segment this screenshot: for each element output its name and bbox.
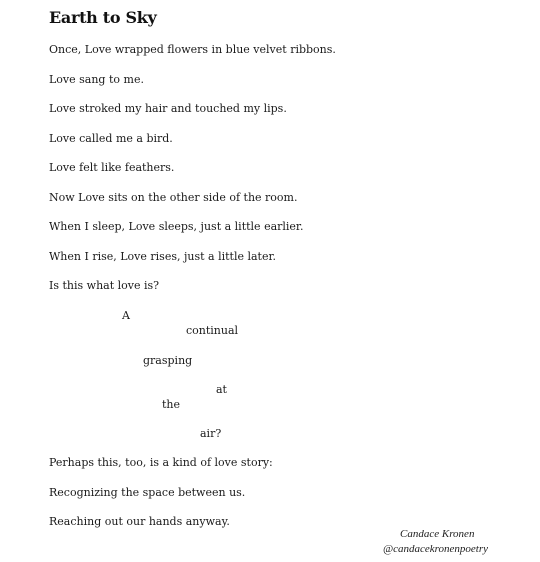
poem-line: Perhaps this, too, is a kind of love story: [49,456,273,469]
scattered-word: continual [186,324,239,337]
scattered-word: at [216,383,227,396]
author-handle: @candacekronenpoetry [383,543,489,555]
poem-line: Once, Love wrapped flowers in blue velvet ribbons. [49,43,336,56]
poem-line: When I rise, Love rises, just a little later. [49,250,277,263]
poem-title: Earth to Sky [49,8,157,27]
poem-line: Now Love sits on the other side of the room. [49,191,298,204]
poem-line: Love felt like feathers. [49,161,175,174]
poem-line: Reaching out our hands anyway. [49,515,230,528]
poem-line: Love called me a bird. [49,132,173,145]
scattered-word: A [122,309,130,322]
poem-line: Love sang to me. [49,73,144,86]
poem-line: Recognizing the space between us. [49,486,246,499]
poem-line: Love stroked my hair and touched my lips. [49,102,287,115]
author-name: Candace Kronen [400,528,475,540]
scattered-word: grasping [143,354,193,367]
scattered-word: the [162,398,181,411]
scattered-word: air? [200,427,222,440]
poem-line: Is this what love is? [49,279,160,292]
poem-line: When I sleep, Love sleeps, just a little earlier. [49,220,304,233]
